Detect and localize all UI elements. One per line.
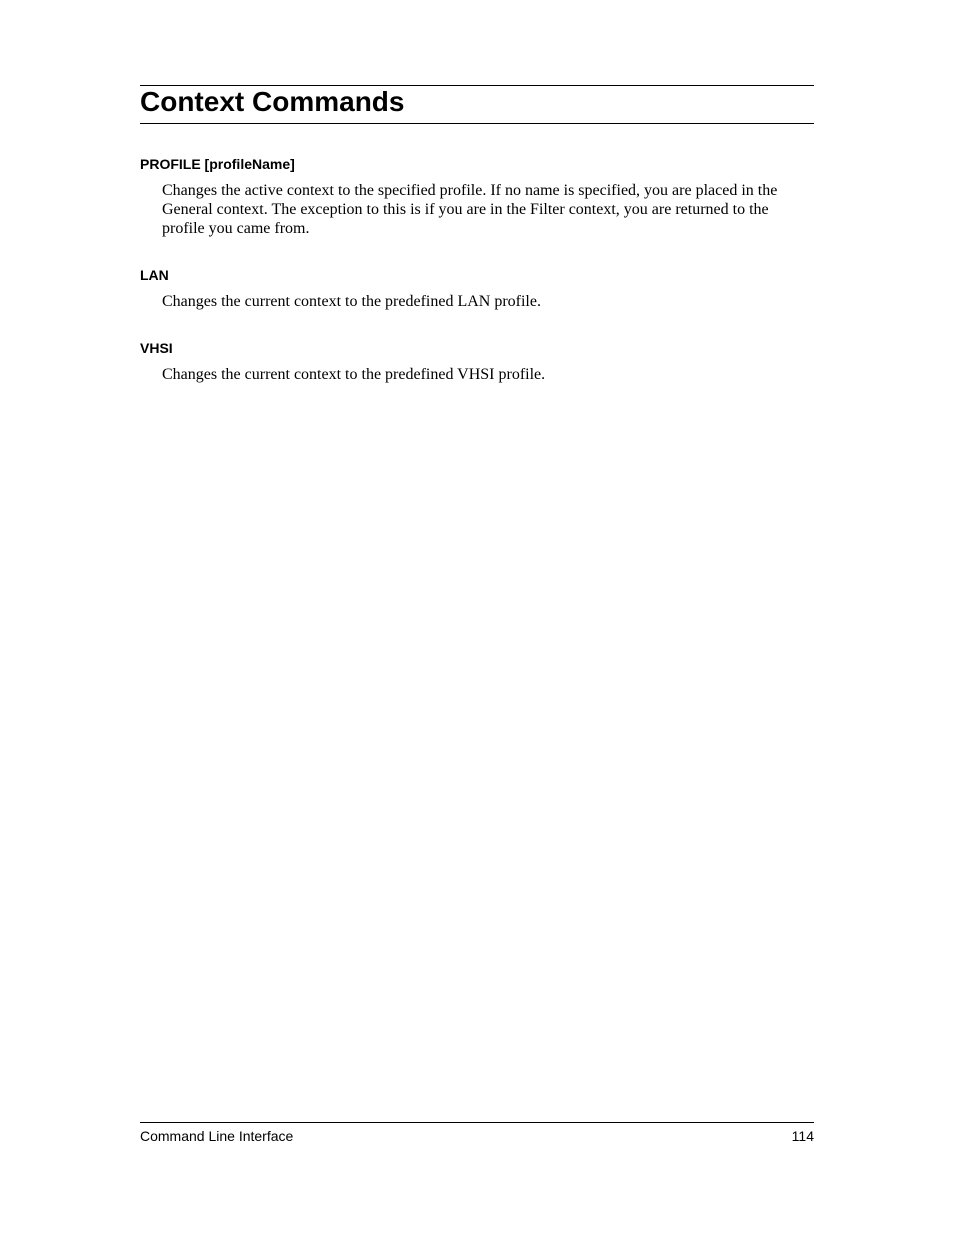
command-heading-vhsi: VHSI (140, 340, 173, 356)
page-title: Context Commands (140, 86, 405, 117)
command-heading-profile: PROFILE [profileName] (140, 156, 295, 172)
command-description-lan: Changes the current context to the predefined LAN profile. (162, 293, 541, 310)
footer-rule (140, 1122, 814, 1123)
title-underline-rule (140, 123, 814, 124)
footer-document-title: Command Line Interface (140, 1128, 294, 1144)
footer-page-number: 114 (791, 1128, 814, 1144)
command-description-vhsi: Changes the current context to the predefined VHSI profile. (162, 366, 546, 383)
command-description-profile: Changes the active context to the specified profile. If no name is specified, you are placed in the General context. The exception to this is if you are in the Filter context, you are returned to the profile you came from. (162, 182, 778, 237)
command-heading-lan: LAN (140, 267, 169, 283)
